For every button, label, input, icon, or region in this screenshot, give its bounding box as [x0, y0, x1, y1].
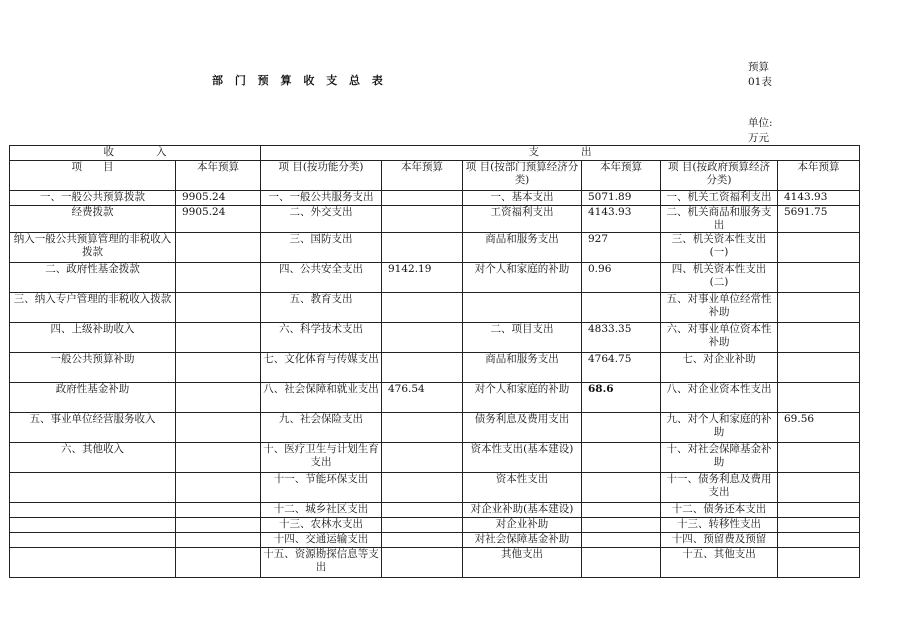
table-row: [10, 263, 860, 293]
cell-func-item: 十一、节能环保支出: [261, 473, 382, 503]
cell-dept-item: 二、项目支出: [463, 323, 582, 353]
cell-income-item: [10, 503, 176, 518]
cell-gov-budget: [778, 548, 860, 578]
cell-func-item: 十、医疗卫生与计划生育支出: [261, 443, 382, 473]
cell-dept-budget: [582, 443, 661, 473]
cell-func-budget: [382, 548, 463, 578]
cell-income-budget: 9905.24: [176, 206, 261, 233]
table-row: [10, 353, 860, 383]
cell-gov-item: 八、对企业资本性支出: [661, 383, 778, 413]
cell-dept-item: 对个人和家庭的补助: [463, 263, 582, 293]
cell-income-item: [10, 533, 176, 548]
income-header: 收 入: [10, 146, 261, 161]
col-gov-budget: 本年预算: [778, 161, 860, 191]
cell-dept-item: 一、基本支出: [463, 191, 582, 206]
column-header-row: [10, 161, 860, 191]
cell-income-budget: [176, 353, 261, 383]
form-number-line1: 预算: [748, 61, 769, 73]
cell-gov-budget: [778, 293, 860, 323]
cell-gov-item: 十一、债务利息及费用支出: [661, 473, 778, 503]
cell-func-budget: [382, 233, 463, 263]
cell-func-item: 九、社会保险支出: [261, 413, 382, 443]
table-row: [10, 443, 860, 473]
expense-header: 支 出: [261, 146, 860, 161]
cell-func-budget: [382, 533, 463, 548]
cell-income-item: [10, 548, 176, 578]
cell-dept-item: 对社会保障基金补助: [463, 533, 582, 548]
cell-income-budget: [176, 323, 261, 353]
cell-dept-item: 债务利息及费用支出: [463, 413, 582, 443]
cell-income-item: 五、事业单位经营服务收入: [10, 413, 176, 443]
cell-dept-budget: [582, 293, 661, 323]
col-func-item: 项 目(按功能分类): [261, 161, 382, 191]
table-row: [10, 233, 860, 263]
cell-income-budget: 9905.24: [176, 191, 261, 206]
form-number-line2: 01表: [748, 76, 772, 88]
cell-func-item: 三、国防支出: [261, 233, 382, 263]
cell-func-budget: [382, 293, 463, 323]
cell-gov-budget: [778, 473, 860, 503]
col-income-item: 项 目: [10, 161, 176, 191]
cell-income-item: 二、政府性基金拨款: [10, 263, 176, 293]
cell-dept-budget: [582, 533, 661, 548]
cell-gov-budget: [778, 263, 860, 293]
cell-income-budget: [176, 413, 261, 443]
col-func-budget: 本年预算: [382, 161, 463, 191]
cell-gov-item: 六、对事业单位资本性补助: [661, 323, 778, 353]
cell-income-item: 三、纳入专户管理的非税收入拨款: [10, 293, 176, 323]
cell-income-item: 纳入一般公共预算管理的非税收入拨款: [10, 233, 176, 263]
cell-dept-item: 其他支出: [463, 548, 582, 578]
cell-gov-item: 五、对事业单位经常性补助: [661, 293, 778, 323]
cell-income-item: [10, 473, 176, 503]
col-income-budget: 本年预算: [176, 161, 261, 191]
cell-dept-budget: 4764.75: [582, 353, 661, 383]
cell-dept-budget: [582, 413, 661, 443]
cell-func-item: 七、文化体育与传媒支出: [261, 353, 382, 383]
cell-func-item: 二、外交支出: [261, 206, 382, 233]
cell-func-item: 十五、资源勘探信息等支出: [261, 548, 382, 578]
cell-income-item: 六、其他收入: [10, 443, 176, 473]
cell-func-item: 四、公共安全支出: [261, 263, 382, 293]
cell-gov-budget: [778, 533, 860, 548]
cell-income-budget: [176, 503, 261, 518]
cell-func-budget: 9142.19: [382, 263, 463, 293]
table-row: [10, 473, 860, 503]
cell-dept-budget: [582, 503, 661, 518]
table-row: [10, 293, 860, 323]
form-number: [748, 60, 772, 90]
table-row: [10, 206, 860, 233]
cell-gov-budget: [778, 443, 860, 473]
cell-gov-item: 九、对个人和家庭的补助: [661, 413, 778, 443]
cell-income-budget: [176, 548, 261, 578]
cell-income-budget: [176, 263, 261, 293]
cell-dept-budget: 4833.35: [582, 323, 661, 353]
cell-gov-item: 十三、转移性支出: [661, 518, 778, 533]
cell-dept-budget: [582, 473, 661, 503]
cell-func-budget: [382, 503, 463, 518]
cell-dept-budget: 927: [582, 233, 661, 263]
cell-dept-budget: [582, 548, 661, 578]
cell-income-budget: [176, 233, 261, 263]
table-row: [10, 413, 860, 443]
cell-func-item: 十四、交通运输支出: [261, 533, 382, 548]
cell-income-budget: [176, 383, 261, 413]
cell-func-budget: [382, 323, 463, 353]
cell-func-item: 五、教育支出: [261, 293, 382, 323]
cell-income-item: 一般公共预算补助: [10, 353, 176, 383]
cell-func-item: 一、一般公共服务支出: [261, 191, 382, 206]
cell-gov-budget: 4143.93: [778, 191, 860, 206]
cell-func-item: 十二、城乡社区支出: [261, 503, 382, 518]
cell-gov-budget: 69.56: [778, 413, 860, 443]
cell-gov-item: 十五、其他支出: [661, 548, 778, 578]
cell-func-budget: [382, 518, 463, 533]
cell-income-item: 一、一般公共预算拨款: [10, 191, 176, 206]
cell-func-budget: [382, 473, 463, 503]
table-row: [10, 191, 860, 206]
cell-gov-budget: [778, 503, 860, 518]
cell-func-budget: [382, 443, 463, 473]
cell-dept-budget: 5071.89: [582, 191, 661, 206]
cell-gov-budget: [778, 518, 860, 533]
cell-func-item: 八、社会保障和就业支出: [261, 383, 382, 413]
cell-dept-budget: 4143.93: [582, 206, 661, 233]
section-header-row: [10, 146, 860, 161]
cell-gov-budget: 5691.75: [778, 206, 860, 233]
cell-income-budget: [176, 473, 261, 503]
col-dept-item: 项 目(按部门预算经济分类): [463, 161, 582, 191]
budget-table: [9, 145, 860, 578]
cell-gov-item: 一、机关工资福利支出: [661, 191, 778, 206]
col-dept-budget: 本年预算: [582, 161, 661, 191]
table-row: [10, 533, 860, 548]
cell-gov-budget: [778, 353, 860, 383]
table-row: [10, 548, 860, 578]
cell-dept-item: 对个人和家庭的补助: [463, 383, 582, 413]
cell-gov-item: 十四、预留费及预留: [661, 533, 778, 548]
cell-income-item: 四、上级补助收入: [10, 323, 176, 353]
cell-func-item: 六、科学技术支出: [261, 323, 382, 353]
cell-dept-item: 对企业补助: [463, 518, 582, 533]
cell-dept-item: 资本性支出: [463, 473, 582, 503]
cell-gov-item: 十、对社会保障基金补助: [661, 443, 778, 473]
cell-income-item: [10, 518, 176, 533]
cell-gov-item: 二、机关商品和服务支出: [661, 206, 778, 233]
unit-label: [748, 116, 773, 146]
cell-income-budget: [176, 518, 261, 533]
cell-gov-budget: [778, 233, 860, 263]
cell-income-item: 经费拨款: [10, 206, 176, 233]
table-row: [10, 323, 860, 353]
cell-dept-item: 商品和服务支出: [463, 233, 582, 263]
cell-income-budget: [176, 443, 261, 473]
table-row: [10, 503, 860, 518]
cell-gov-budget: [778, 383, 860, 413]
cell-gov-item: 七、对企业补助: [661, 353, 778, 383]
cell-func-budget: [382, 206, 463, 233]
cell-dept-item: 商品和服务支出: [463, 353, 582, 383]
cell-func-item: 十三、农林水支出: [261, 518, 382, 533]
table-row: [10, 383, 860, 413]
cell-dept-item: [463, 293, 582, 323]
cell-gov-budget: [778, 323, 860, 353]
cell-func-budget: [382, 413, 463, 443]
cell-dept-budget: 0.96: [582, 263, 661, 293]
cell-dept-item: 工资福利支出: [463, 206, 582, 233]
cell-gov-item: 三、机关资本性支出(一): [661, 233, 778, 263]
unit-line2: 万元: [748, 132, 769, 144]
cell-dept-item: 资本性支出(基本建设): [463, 443, 582, 473]
page-title: 部 门 预 算 收 支 总 表: [212, 74, 387, 87]
cell-func-budget: 476.54: [382, 383, 463, 413]
cell-dept-budget: 68.6: [582, 383, 661, 413]
unit-line1: 单位:: [748, 117, 773, 129]
cell-func-budget: [382, 191, 463, 206]
cell-gov-item: 四、机关资本性支出(二): [661, 263, 778, 293]
cell-income-budget: [176, 533, 261, 548]
cell-income-budget: [176, 293, 261, 323]
cell-dept-item: 对企业补助(基本建设): [463, 503, 582, 518]
cell-dept-budget: [582, 518, 661, 533]
table-row: [10, 518, 860, 533]
col-gov-item: 项 目(按政府预算经济分类): [661, 161, 778, 191]
cell-gov-item: 十二、债务还本支出: [661, 503, 778, 518]
cell-func-budget: [382, 353, 463, 383]
cell-income-item: 政府性基金补助: [10, 383, 176, 413]
